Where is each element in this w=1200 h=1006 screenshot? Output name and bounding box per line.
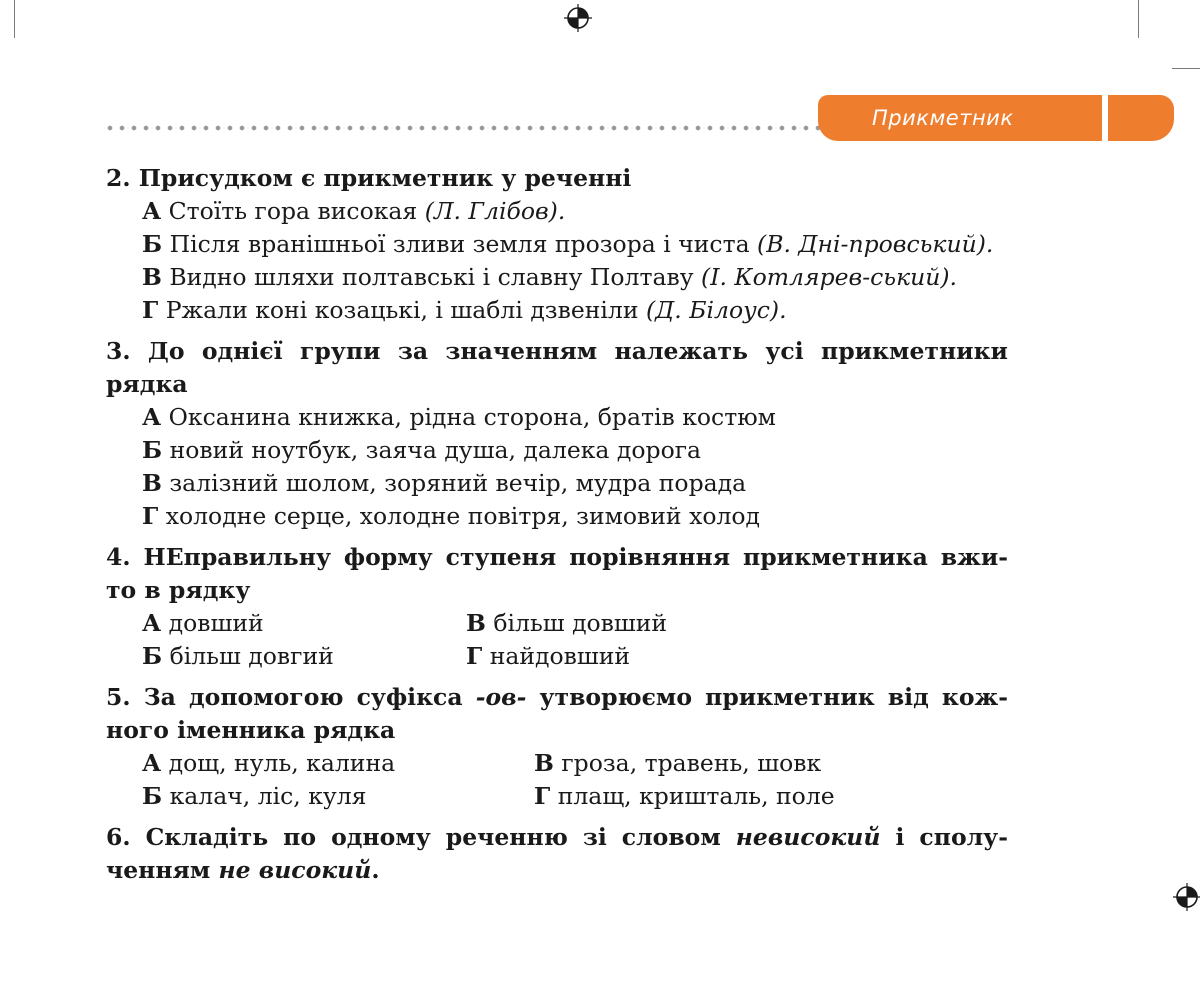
question-2 xyxy=(106,162,1008,327)
answer-option: Б Після вранішньої зливи земля прозора і чиста (В. Дні-провський). xyxy=(142,230,994,258)
dotted-divider xyxy=(104,123,864,133)
answer-option: Г Ржали коні козацькі, і шаблі дзвеніли (Д. Білоус). xyxy=(142,296,787,324)
answer-option: А Оксанина книжка, рідна сторона, братів костюм xyxy=(142,403,776,431)
question-4 xyxy=(106,541,1008,673)
registration-mark-icon xyxy=(1172,882,1200,912)
answer-option: Г холодне серце, холодне повітря, зимовий холод xyxy=(142,502,761,530)
answer-option: Б новий ноутбук, заяча душа, далека дорога xyxy=(142,436,702,464)
answer-option: А довший xyxy=(142,609,264,637)
answer-option: Б калач, ліс, куля xyxy=(142,782,367,810)
answer-option: В більш довший xyxy=(466,609,668,637)
question-3 xyxy=(106,335,1008,533)
answer-option: А дощ, нуль, калина xyxy=(142,749,396,777)
answer-option: В гроза, травень, шовк xyxy=(534,749,822,777)
question-prompt: 2. Присудком є прикметник у реченні xyxy=(106,164,632,192)
question-prompt: 4. НЕправильну форму ступеня порівняння прикметника вжи-то в рядку xyxy=(106,543,1009,604)
question-prompt: 5. За допомогою суфікса -ов- утворюємо прикметник від кож-ного іменника рядка xyxy=(106,683,1009,744)
answer-option: В Видно шляхи полтавські і славну Полтаву (І. Котлярев-ський). xyxy=(142,263,958,291)
question-5 xyxy=(106,681,1008,813)
answer-option: Г плащ, кришталь, поле xyxy=(534,782,835,810)
section-tab-end xyxy=(1108,95,1174,141)
crop-mark-left xyxy=(14,0,15,38)
crop-mark-horizontal xyxy=(1172,68,1200,69)
crop-mark-right xyxy=(1138,0,1139,38)
registration-mark-icon xyxy=(563,3,593,33)
question-prompt: 3. До однієї групи за значенням належать усі прикметники рядка xyxy=(106,337,1008,398)
answer-option: А Стоїть гора високая (Л. Глібов). xyxy=(142,197,566,225)
section-tab-label: Прикметник xyxy=(872,106,1014,130)
questions xyxy=(106,162,1008,887)
answer-option: Б більш довгий xyxy=(142,642,334,670)
question-6 xyxy=(106,821,1008,887)
answer-option: В залізний шолом, зоряний вечір, мудра порада xyxy=(142,469,747,497)
answer-option: Г найдовший xyxy=(466,642,631,670)
question-prompt: 6. Складіть по одному реченню зі словом невисокий і сполу-ченням не високий. xyxy=(106,823,1008,884)
